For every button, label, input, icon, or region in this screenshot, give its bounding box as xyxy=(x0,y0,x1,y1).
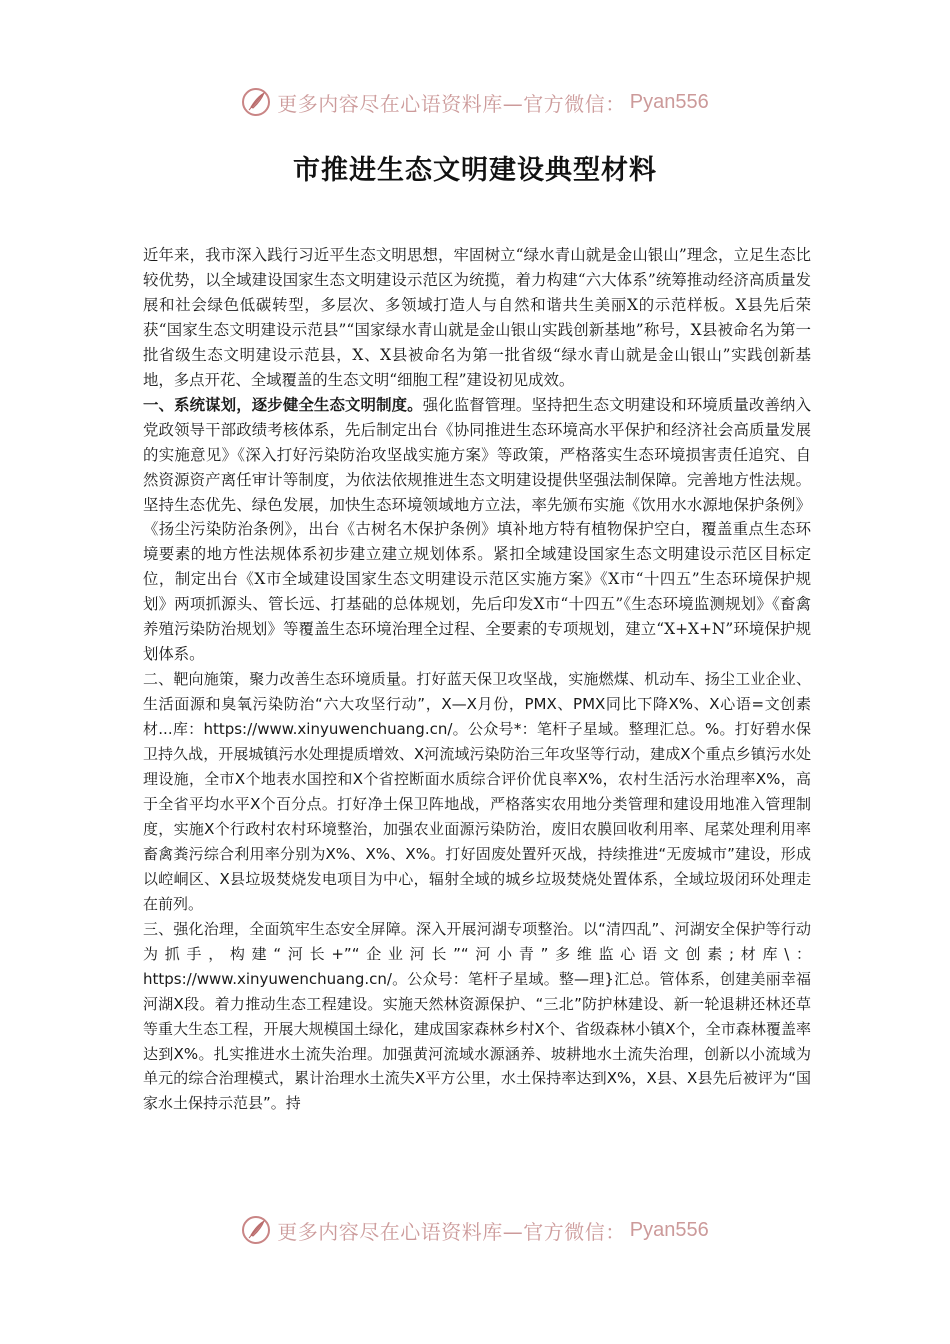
section-3-paragraph: 三、强化治理，全面筑牢生态安全屏障。深入开展河湖专项整治。以“清四乱”、河湖安全保护等行动为抓手，构建“河长+”“企业河长”“河小青”多维监心语文创素;材库\：https://www.xinyuwenchuang.cn/。公众号：笔杆子星域。整—理}汇总。管体系，创建美丽幸福河湖X段。着力推动生态工程建设。实施天然林资源保护、“三北”防护林建设、新一轮退耕还林还草等重大生态工程，开展大规模国土绿化，建成国家森林乡村X个、省级森林小镇X个，全市森林覆盖率达到X%。扎实推进水土流失治理。加强黄河流域水源涵养、坡耕地水土流失治理，创新以小流域为单元的综合治理模式，累计治理水土流失X平方公里，水土保持率达到X%，X县、X县先后被评为“国家水土保持示范县”。持 xyxy=(143,919,811,1113)
watermark-banner-top xyxy=(0,82,950,122)
banner-wechat-id: Pyan556 xyxy=(629,90,709,113)
banner-text: 更多内容尽在心语资料库—官方微信： xyxy=(277,1219,626,1244)
intro-paragraph: 近年来，我市深入践行习近平生态文明思想，牢固树立“绿水青山就是金山银山”理念，立足生态比较优势，以全域建设国家生态文明建设示范区为统揽，着力构建“六大体系”统筹推动经济高质量发展和社会绿色低碳转型，多层次、多领域打造人与自然和谐共生美丽X的示范样板。X县先后荣获“国家生态文明建设示范县”“国家绿水青山就是金山银山实践创新基地”称号，X县被命名为第一批省级生态文明建设示范县，X、X县被命名为第一批省级“绿水青山就是金山银山”实践创新基地，多点开花、全域覆盖的生态文明“细胞工程”建设初见成效。 xyxy=(143,246,811,389)
section-1-body: 强化监督管理。坚持把生态文明建设和环境质量改善纳入党政领导干部政绩考核体系，先后制定出台《协同推进生态环境高水平保护和经济社会高质量发展的实施意见》《深入打好污染防治攻坚战实施方案》等政策，严格落实生态环境损害责任追究、自然资源资产离任审计等制度，为依法依规推进生态文明建设提供坚强法制保障。完善地方性法规。坚持生态优先、绿色发展，加快生态环境领域地方立法，率先颁布实施《饮用水水源地保护条例》《扬尘污染防治条例》，出台《古树名木保护条例》填补地方特有植物保护空白，覆盖重点生态环境要素的地方性法规体系初步建立建立规划体系。紧扣全域建设国家生态文明建设示范区目标定位，制定出台《X市全域建设国家生态文明建设示范区实施方案》《X市“十四五”生态环境保护规划》两项抓源头、管长远、打基础的总体规划，先后印发X市“十四五”《生态环境监测规划》《畜禽养殖污染防治规划》等覆盖生态环境治理全过程、全要素的专项规划，建立“X+X+N”环境保护规划体系。 xyxy=(143,395,811,664)
banner-text: 更多内容尽在心语资料库—官方微信： xyxy=(277,91,626,116)
banner-wechat-id: Pyan556 xyxy=(629,1218,709,1241)
watermark-banner-bottom xyxy=(0,1210,950,1250)
section-1-paragraph xyxy=(143,393,811,667)
section-1-heading: 一、系统谋划，逐步健全生态文明制度。 xyxy=(143,395,423,414)
section-2-paragraph: 二、靶向施策，聚力改善生态环境质量。打好蓝天保卫攻坚战，实施燃煤、机动车、扬尘工业企业、生活面源和臭氧污染防治“六大攻坚行动”，X—X月份，PMX、PMX同比下降X%、X心语=文创素材...库：https://www.xinyuwenchuang.cn/。公众号*：笔杆子星域。整理汇总。%。打好碧水保卫持久战，开展城镇污水处理提质增效、X河流域污染防治三年攻坚等行动，建成X个重点乡镇污水处理设施，全市X个地表水国控和X个省控断面水质综合评价优良率X%，农村生活污水治理率X%，高于全省平均水平X个百分点。打好净土保卫阵地战，严格落实农用地分类管理和建设用地准入管理制度，实施X个行政村农村环境整治，加强农业面源污染防治，废旧农膜回收利用率、尾菜处理利用率畜禽粪污综合利用率分别为X%、X%、X%。打好固废处置歼灭战，持续推进“无废城市”建设，形成以崆峒区、X县垃圾焚烧发电项目为中心，辐射全域的城乡垃圾焚烧处置体系，全域垃圾闭环处理走在前列。 xyxy=(143,670,811,913)
feather-pen-icon xyxy=(241,87,271,117)
feather-pen-icon xyxy=(241,1215,271,1245)
page-title: 市推进生态文明建设典型材料 xyxy=(293,155,657,186)
document-body xyxy=(143,243,811,1116)
